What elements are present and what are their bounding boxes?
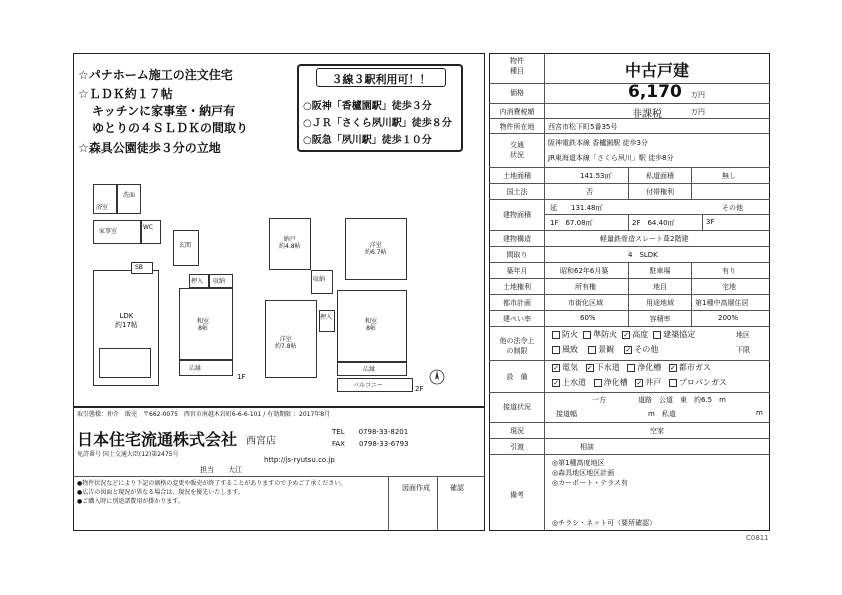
note-3: ●ご購入時に別途諸費用が掛かります。 (77, 498, 184, 505)
room-wc-label: WC (143, 224, 154, 231)
building-2f: 2F 64.40㎡ (632, 219, 675, 227)
company-tel: TEL 0798-33-8201 (332, 428, 409, 436)
transport-label: 交通 状況 (510, 141, 524, 159)
promo-line-4: ゆとりの４ＳＬＤＫの間取り (92, 121, 249, 135)
promo-line-5: ☆森具公園徒歩３分の立地 (78, 141, 221, 155)
room-wash (117, 184, 141, 214)
room-kitchen-counter (99, 348, 151, 378)
reg-semi-fireproof: 準防火 (593, 330, 618, 339)
zoning-label: 用途地域 (646, 299, 674, 307)
reg-agreement: 建築協定 (663, 330, 696, 339)
room-entrance-label: 玄関 (179, 242, 192, 249)
reg-agreement-checkbox[interactable] (653, 331, 661, 339)
room-ldk-label: LDK 約17帖 (115, 312, 138, 329)
built-label: 築年月 (506, 267, 528, 275)
built-value: 昭和62年6月築 (560, 267, 609, 275)
station-hanshin: ○阪神「香櫨園駅」徒歩３分 (303, 101, 432, 112)
room-nando-label: 納戸 約4.8帖 (279, 236, 301, 250)
national-land-value: 否 (586, 188, 593, 196)
building-other-label: その他 (722, 204, 743, 212)
building-total: 延 131.48㎡ (550, 204, 603, 212)
fac-propane: プロパンガス (678, 378, 727, 387)
room-yoshitsu-2-label: 洋室 約7.8帖 (275, 336, 297, 350)
city-planning-value: 市街化区域 (568, 299, 603, 307)
station-hankyu: ○阪急「夙川駅」徒歩１０分 (303, 135, 432, 146)
land-label: 土地面積 (503, 172, 531, 180)
reg-scenic-checkbox[interactable] (552, 346, 560, 354)
company-url[interactable]: http://js-ryutsu.co.jp (264, 456, 335, 464)
company-dept-name: 大江 (228, 466, 242, 474)
price-unit: 万円 (691, 91, 705, 99)
reg-landscape-checkbox[interactable] (588, 346, 596, 354)
note-2: ●広告の図面と現況が異なる場合は、現況を優先いたします。 (77, 489, 244, 496)
fac-septic2: 浄化槽 (603, 378, 628, 387)
room-closet-2f-label: 押入 (320, 314, 333, 321)
building-3f: 3F (706, 218, 715, 226)
land-value: 141.53㎡ (580, 172, 612, 180)
reg-fireproof: 防火 (562, 330, 578, 339)
remark-3: ◎カーポート・テラス有 (552, 479, 628, 487)
room-sb-label: SB (135, 264, 143, 271)
facilities-row2 (552, 378, 727, 387)
attached-rights-label: 付帯権利 (646, 188, 674, 196)
remarks-label: 備考 (510, 491, 524, 499)
tax-unit: 万円 (691, 108, 705, 116)
facilities-label: 設 備 (506, 373, 528, 381)
fac-water: 上水道 (562, 378, 586, 387)
reg-right-2: 下限 (736, 346, 750, 354)
company-fax: FAX 0798-33-6793 (332, 440, 409, 448)
reg-scenic: 風致 (562, 345, 578, 354)
category-label: 物件 種目 (510, 57, 524, 75)
fac-well-checkbox[interactable]: ✓ (636, 378, 643, 387)
floorplan-1f (93, 180, 246, 395)
fac-citygas-checkbox[interactable]: ✓ (669, 363, 676, 372)
address-label: 物件所在地 (499, 123, 535, 131)
fac-water-checkbox[interactable]: ✓ (553, 378, 559, 387)
compass-icon (428, 368, 446, 386)
company-name: 日本住宅流通株式会社 (77, 430, 238, 449)
reg-landscape: 景観 (598, 345, 615, 354)
note-1: ●物件状況などにより下記の価格の変更や販売が終了することがありますので予めご了承ください。 (77, 480, 347, 487)
building-area-label: 建物面積 (503, 211, 531, 219)
layout-label: 間取り (506, 251, 528, 259)
remark-4: ◎チラシ・ネット可（要所確認） (552, 519, 657, 527)
transport-line-2: JR東海道本線「さくら夙川」駅 徒歩8分 (548, 154, 674, 162)
room-storage-2f-label: 収納 (313, 276, 326, 283)
city-planning-label: 都市計画 (503, 299, 531, 307)
private-road-label: 私道面積 (646, 172, 674, 180)
remark-2: ◎森具地区地区計画 (552, 469, 615, 477)
reg-other-checkbox[interactable]: ✓ (625, 345, 632, 354)
floor-2f-label: 2F (415, 385, 424, 393)
building-1f: 1F 67.08㎡ (550, 219, 593, 227)
current-label: 現況 (510, 427, 524, 435)
road-label: 接道状況 (503, 403, 531, 411)
room-washitsu-1f-label: 和室 8帖 (197, 318, 210, 332)
parking-value: 有り (722, 267, 736, 275)
reg-height: 高度 (632, 330, 649, 339)
road-line-1: 道路 公道 東 約6.5 m (638, 396, 726, 404)
tax-value: 非課税 (632, 109, 662, 120)
company-license: 免許番号 国土交通大臣(12)第2475号 (77, 451, 179, 458)
handover-value: 相談 (580, 443, 594, 451)
current-value: 空家 (650, 427, 664, 435)
fac-electric: 電気 (562, 363, 578, 372)
price-value: 6,170 (628, 82, 682, 102)
private-road-value: 無し (722, 172, 736, 180)
fac-septic-checkbox[interactable] (627, 364, 635, 372)
room-laundry-label: 家事室 (99, 228, 118, 235)
footer-code: C0811 (746, 534, 769, 542)
check-label: 確認 (450, 484, 464, 492)
reg-fireproof-checkbox[interactable] (552, 331, 560, 339)
structure-label: 建物構造 (503, 235, 531, 243)
fac-propane-checkbox[interactable] (669, 379, 677, 387)
road-line-3: m (756, 409, 763, 417)
company-panel (73, 407, 485, 531)
room-closet-1f-label: 押入 (191, 278, 204, 285)
far-label: 容積率 (649, 315, 671, 323)
room-storage-1f-label: 収納 (213, 278, 226, 285)
reg-checkboxes-row2 (552, 345, 658, 354)
drawing-label: 図面作成 (402, 484, 430, 492)
promo-line-3: キッチンに家事室・納戸有 (92, 104, 236, 118)
fac-sewer-checkbox[interactable]: ✓ (586, 363, 593, 372)
bcr-value: 60% (580, 314, 596, 322)
room-engawa-2f-label: 広縁 (363, 366, 376, 373)
station-jr: ○ＪＲ「さくら夙川駅」徒歩８分 (303, 118, 452, 129)
regulations-label: 他の法令上 の制限 (499, 337, 535, 355)
floorplan-2f (265, 214, 425, 399)
land-rights-value: 所有権 (575, 283, 596, 291)
land-category-value: 宅地 (722, 283, 736, 291)
room-washitsu-2f-label: 和室 8帖 (365, 318, 378, 332)
land-category-label: 地目 (653, 283, 667, 291)
floor-1f-label: 1F (237, 373, 246, 381)
layout-value: 4 SLDK (628, 251, 658, 259)
company-dept: 担当 (200, 466, 214, 474)
price-label: 価格 (510, 89, 524, 97)
tax-label: 内消費税額 (499, 108, 535, 116)
land-rights-label: 土地権利 (503, 283, 531, 291)
road-line-2: m 私道 (648, 410, 676, 418)
room-engawa-1f-label: 広縁 (189, 365, 202, 372)
reg-height-checkbox[interactable]: ✓ (623, 330, 630, 339)
parking-label: 駐車場 (649, 267, 671, 275)
promo-line-2: ☆ＬＤＫ約１７帖 (78, 87, 173, 101)
road-width-label: 接道幅 (556, 410, 577, 418)
zoning-value: 第1種中高層住居 (695, 299, 749, 307)
address-value: 西宮市松下町5番35号 (548, 123, 618, 131)
bcr-label: 建ぺい率 (503, 315, 531, 323)
stations-title: ３線３駅利用可！！ (331, 73, 431, 86)
room-bath-label: 浴室 (96, 204, 109, 211)
room-yoshitsu-1-label: 洋室 約6.7帖 (365, 242, 387, 256)
reg-other: その他 (634, 345, 659, 354)
company-branch: 西宮店 (246, 436, 276, 447)
room-balcony-label: バルコニー (353, 382, 384, 389)
promo-line-1: ☆パナホーム施工の注文住宅 (78, 68, 233, 82)
reg-semi-fireproof-checkbox[interactable] (583, 331, 591, 339)
fac-citygas: 都市ガス (678, 363, 711, 372)
remark-1: ◎第1種高度地区 (552, 459, 605, 467)
fac-sewer: 下水道 (595, 363, 620, 372)
fac-septic2-checkbox[interactable] (594, 379, 602, 387)
reg-right-1: 地区 (736, 331, 750, 339)
fac-well: 井戸 (645, 378, 662, 387)
national-land-label: 国土法 (506, 188, 528, 196)
room-engawa-1f (179, 360, 233, 376)
handover-label: 引渡 (510, 443, 524, 451)
structure-value: 軽量鉄骨造スレート葺2階建 (600, 235, 689, 243)
road-direction: 一方 (592, 396, 606, 404)
fac-electric-checkbox[interactable]: ✓ (553, 363, 559, 372)
room-wash-label: 洗面 (123, 192, 136, 199)
fac-septic: 浄化槽 (637, 363, 662, 372)
trade-notice: 取引態様：仲介 販売 〒662-0075 西宮市南越木岩町6-6-6-101 / 有効期限 ：2017年8月 (77, 411, 331, 418)
category-value: 中古戸建 (624, 61, 689, 80)
reg-checkboxes-row1 (552, 330, 695, 339)
facilities-row1 (552, 363, 711, 372)
transport-line-1: 阪神電鉄本線 香櫨園駅 徒歩3分 (548, 139, 648, 147)
far-value: 200% (718, 314, 739, 322)
